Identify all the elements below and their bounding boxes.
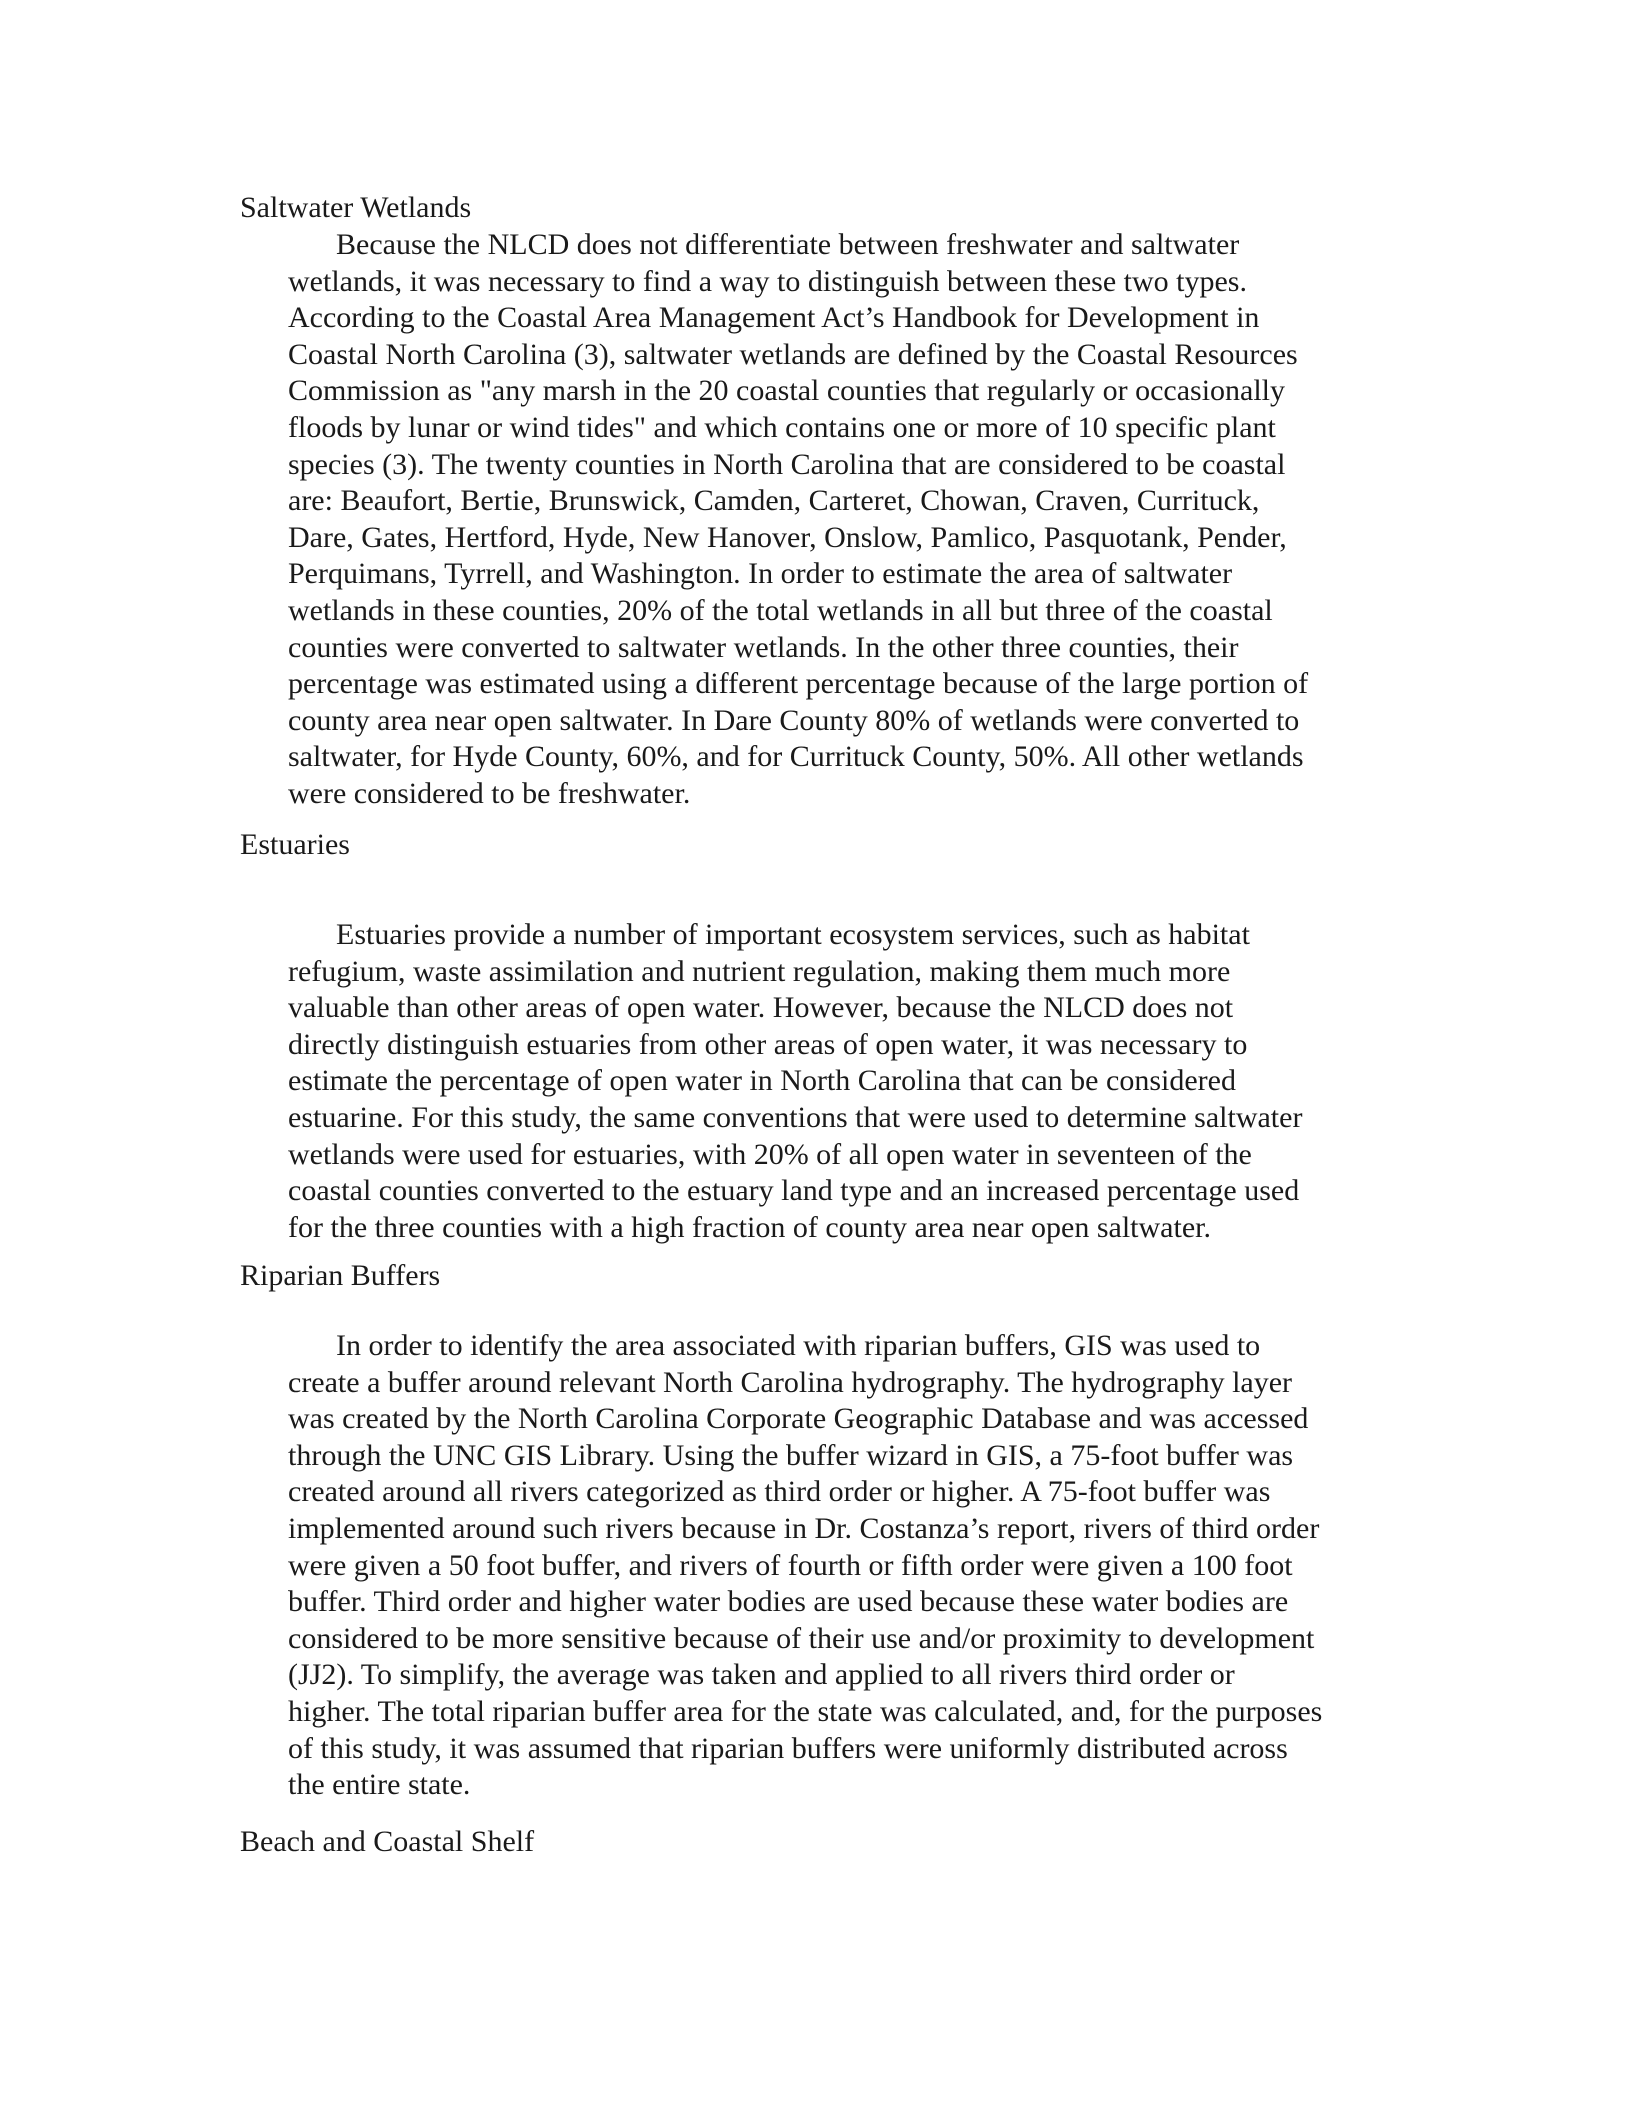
text-line: species (3). The twenty counties in North Carolina that are considered to be coastal <box>288 447 1286 481</box>
text-line: Commission as "any marsh in the 20 coastal counties that regularly or occasionally <box>288 374 1286 408</box>
text-line: Estuaries provide a number of important ecosystem services, such as habitat <box>336 918 1250 951</box>
text-line: implemented around such rivers because in Dr. Costanza’s report, rivers of third order <box>288 1511 1320 1545</box>
text-line: estuarine. For this study, the same conventions that were used to determine saltwater <box>288 1100 1303 1134</box>
text-line: create a buffer around relevant North Carolina hydrography. The hydrography layer <box>288 1365 1293 1399</box>
paragraph-estuaries <box>288 917 1408 1246</box>
text-line: Coastal North Carolina (3), saltwater wetlands are defined by the Coastal Resources <box>288 337 1298 371</box>
text-line: wetlands, it was necessary to find a way to distinguish between these two types. <box>288 264 1247 298</box>
text-line: for the three counties with a high fraction of county area near open saltwater. <box>288 1210 1211 1244</box>
text-line: directly distinguish estuaries from other areas of open water, it was necessary to <box>288 1027 1248 1061</box>
text-line: of this study, it was assumed that riparian buffers were uniformly distributed across <box>288 1731 1288 1765</box>
paragraph-saltwater-wetlands <box>288 227 1408 813</box>
paragraph-riparian-buffers <box>288 1328 1408 1804</box>
text-line: were considered to be freshwater. <box>288 776 691 810</box>
text-line: wetlands in these counties, 20% of the total wetlands in all but three of the coastal <box>288 593 1273 627</box>
text-line: the entire state. <box>288 1768 471 1802</box>
text-line: considered to be more sensitive because of their use and/or proximity to development <box>288 1621 1315 1655</box>
section-heading-riparian-buffers: Riparian Buffers <box>240 1259 441 1292</box>
text-line: Dare, Gates, Hertford, Hyde, New Hanover, Onslow, Pamlico, Pasquotank, Pender, <box>288 520 1287 554</box>
text-line: are: Beaufort, Bertie, Brunswick, Camden, Carteret, Chowan, Craven, Currituck, <box>288 484 1260 518</box>
section-heading-saltwater-wetlands: Saltwater Wetlands <box>240 191 472 224</box>
text-line: refugium, waste assimilation and nutrient regulation, making them much more <box>288 954 1231 988</box>
text-line: percentage was estimated using a different percentage because of the large portion of <box>288 667 1309 701</box>
text-line: through the UNC GIS Library. Using the buffer wizard in GIS, a 75-foot buffer was <box>288 1438 1294 1472</box>
section-heading-estuaries: Estuaries <box>240 828 350 861</box>
text-line: county area near open saltwater. In Dare County 80% of wetlands were converted to <box>288 703 1300 737</box>
text-line: valuable than other areas of open water. However, because the NLCD does not <box>288 991 1234 1025</box>
text-line: coastal counties converted to the estuary land type and an increased percentage used <box>288 1174 1300 1208</box>
text-line: higher. The total riparian buffer area for the state was calculated, and, for the purposes <box>288 1694 1323 1728</box>
text-line: wetlands were used for estuaries, with 20% of all open water in seventeen of the <box>288 1137 1252 1171</box>
text-line: (JJ2). To simplify, the average was taken and applied to all rivers third order or <box>288 1658 1235 1692</box>
text-line: estimate the percentage of open water in North Carolina that can be considered <box>288 1064 1236 1098</box>
text-line: buffer. Third order and higher water bodies are used because these water bodies are <box>288 1585 1289 1619</box>
text-line: created around all rivers categorized as third order or higher. A 75-foot buffer was <box>288 1475 1271 1509</box>
text-line: Perquimans, Tyrrell, and Washington. In order to estimate the area of saltwater <box>288 557 1233 591</box>
text-line: saltwater, for Hyde County, 60%, and for Currituck County, 50%. All other wetlands <box>288 740 1304 774</box>
text-line: counties were converted to saltwater wetlands. In the other three counties, their <box>288 630 1239 664</box>
section-heading-beach-coastal-shelf: Beach and Coastal Shelf <box>240 1825 535 1858</box>
text-line: In order to identify the area associated with riparian buffers, GIS was used to <box>336 1329 1261 1362</box>
text-line: was created by the North Carolina Corporate Geographic Database and was accessed <box>288 1402 1309 1436</box>
text-line: floods by lunar or wind tides" and which contains one or more of 10 specific plant <box>288 410 1276 444</box>
text-line: were given a 50 foot buffer, and rivers of fourth or fifth order were given a 100 foot <box>288 1548 1293 1582</box>
text-line: According to the Coastal Area Management Act’s Handbook for Development in <box>288 301 1260 335</box>
text-line: Because the NLCD does not differentiate between freshwater and saltwater <box>336 228 1240 261</box>
